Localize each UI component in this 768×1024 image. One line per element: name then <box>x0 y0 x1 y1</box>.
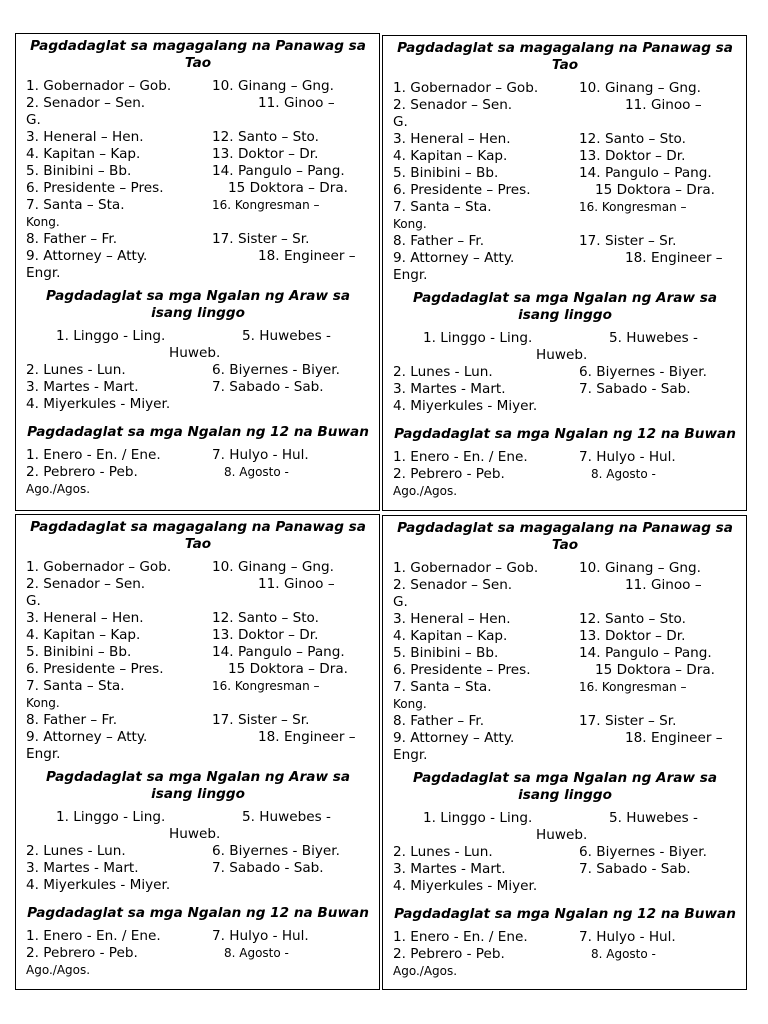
list-item <box>393 466 737 483</box>
title-item: 10. Ginang – Gng. <box>212 78 334 94</box>
list-item <box>393 730 737 747</box>
months-heading: Pagdadaglat sa mga Ngalan ng 12 na Buwan <box>27 905 369 921</box>
title-item: 12. Santo – Sto. <box>579 131 686 147</box>
day-item: 1. Linggo - Ling. <box>56 328 166 344</box>
days-list <box>393 810 737 895</box>
titles-heading: Pagdadaglat sa magagalang na Panawag sa Tao <box>30 38 366 71</box>
title-item: 10. Ginang – Gng. <box>212 559 334 575</box>
title-item: 10. Ginang – Gng. <box>579 80 701 96</box>
month-item: 7. Hulyo - Hul. <box>212 447 309 463</box>
title-item-wrap: G. <box>393 594 408 610</box>
titles-heading: Pagdadaglat sa magagalang na Panawag sa Tao <box>397 520 733 553</box>
title-item: 16. Kongresman – <box>212 198 320 212</box>
title-item: 5. Binibini – Bb. <box>393 645 499 661</box>
title-item: 15 Doktora – Dra. <box>228 180 348 196</box>
month-item: 2. Pebrero - Peb. <box>393 946 505 962</box>
abbreviation-card <box>15 514 380 990</box>
title-item-wrap: G. <box>26 112 41 128</box>
day-item: 2. Lunes - Lun. <box>393 364 493 380</box>
list-item <box>26 860 370 877</box>
title-item: 14. Pangulo – Pang. <box>579 165 712 181</box>
list-item <box>393 628 737 645</box>
days-list <box>26 328 370 413</box>
title-item: 9. Attorney – Atty. <box>393 250 515 266</box>
title-item: 3. Heneral – Hen. <box>393 611 511 627</box>
list-item <box>26 231 370 248</box>
list-item <box>393 364 737 381</box>
title-item: 4. Kapitan – Kap. <box>26 627 141 643</box>
title-item: 4. Kapitan – Kap. <box>393 148 508 164</box>
list-item <box>26 644 370 661</box>
title-item: 6. Presidente – Pres. <box>26 661 164 677</box>
title-item-wrap: G. <box>393 114 408 130</box>
day-item: 1. Linggo - Ling. <box>423 330 533 346</box>
card-content <box>26 38 370 498</box>
title-item: 2. Senador – Sen. <box>26 95 146 111</box>
title-item: 3. Heneral – Hen. <box>26 129 144 145</box>
title-item: 13. Doktor – Dr. <box>212 627 319 643</box>
title-item: 11. Ginoo – <box>258 576 335 592</box>
card-content <box>26 519 370 979</box>
months-heading: Pagdadaglat sa mga Ngalan ng 12 na Buwan <box>394 906 736 922</box>
title-item-wrap: Kong. <box>26 696 60 710</box>
list-item <box>26 447 370 464</box>
title-item: 18. Engineer – <box>625 730 723 746</box>
month-item-wrap: Ago./Agos. <box>393 964 458 978</box>
title-item: 1. Gobernador – Gob. <box>26 559 172 575</box>
list-item <box>393 381 737 398</box>
day-item: 5. Huwebes - <box>609 810 698 826</box>
months-list <box>26 447 370 498</box>
title-item: 1. Gobernador – Gob. <box>393 80 539 96</box>
day-item: 3. Martes - Mart. <box>393 381 506 397</box>
title-item: 8. Father – Fr. <box>26 231 118 247</box>
title-item: 11. Ginoo – <box>625 97 702 113</box>
card-content <box>393 40 737 500</box>
title-item: 5. Binibini – Bb. <box>393 165 499 181</box>
title-item: 16. Kongresman – <box>579 200 687 214</box>
title-item: 7. Santa – Sta. <box>26 678 125 694</box>
day-item: 5. Huwebes - <box>609 330 698 346</box>
list-item <box>393 182 737 199</box>
days-heading: Pagdadaglat sa mga Ngalan ng Araw sa isang linggo <box>412 290 717 323</box>
abbreviation-card <box>382 35 747 511</box>
day-item: 7. Sabado - Sab. <box>212 860 324 876</box>
list-item <box>26 712 370 729</box>
month-item: 8. Agosto - <box>224 465 289 479</box>
list-item <box>393 645 737 662</box>
day-item-wrap: Huweb. <box>536 827 588 843</box>
title-item: 3. Heneral – Hen. <box>26 610 144 626</box>
title-item-wrap: Engr. <box>26 746 61 762</box>
day-item: 4. Miyerkules - Miyer. <box>393 398 538 414</box>
list-item <box>393 844 737 861</box>
title-item: 18. Engineer – <box>625 250 723 266</box>
title-item: 12. Santo – Sto. <box>212 129 319 145</box>
title-item: 18. Engineer – <box>258 729 356 745</box>
day-item: 7. Sabado - Sab. <box>579 381 691 397</box>
day-item: 2. Lunes - Lun. <box>26 362 126 378</box>
title-item: 4. Kapitan – Kap. <box>393 628 508 644</box>
list-item <box>26 180 370 197</box>
title-item: 14. Pangulo – Pang. <box>579 645 712 661</box>
day-item: 6. Biyernes - Biyer. <box>579 364 707 380</box>
list-item <box>26 610 370 627</box>
title-item-wrap: Kong. <box>393 697 427 711</box>
list-item <box>393 449 737 466</box>
title-item: 4. Kapitan – Kap. <box>26 146 141 162</box>
list-item <box>393 810 737 827</box>
title-item: 7. Santa – Sta. <box>26 197 125 213</box>
day-item: 6. Biyernes - Biyer. <box>212 362 340 378</box>
title-item: 9. Attorney – Atty. <box>26 729 148 745</box>
list-item <box>393 330 737 347</box>
day-item: 1. Linggo - Ling. <box>56 809 166 825</box>
title-item: 16. Kongresman – <box>579 680 687 694</box>
day-item: 4. Miyerkules - Miyer. <box>26 396 171 412</box>
list-item <box>26 197 370 214</box>
months-list <box>393 449 737 500</box>
title-item: 7. Santa – Sta. <box>393 679 492 695</box>
title-item: 14. Pangulo – Pang. <box>212 644 345 660</box>
month-item-wrap: Ago./Agos. <box>393 484 458 498</box>
list-item <box>26 362 370 379</box>
day-item: 4. Miyerkules - Miyer. <box>393 878 538 894</box>
list-item <box>26 559 370 576</box>
list-item <box>393 250 737 267</box>
list-item <box>26 95 370 112</box>
list-item <box>26 328 370 345</box>
month-item: 8. Agosto - <box>591 947 656 961</box>
title-item-wrap: Engr. <box>393 747 428 763</box>
month-item-wrap: Ago./Agos. <box>26 482 91 496</box>
list-item <box>393 713 737 730</box>
month-item: 7. Hulyo - Hul. <box>212 928 309 944</box>
title-item: 13. Doktor – Dr. <box>212 146 319 162</box>
month-item: 1. Enero - En. / Ene. <box>393 449 528 465</box>
title-item: 13. Doktor – Dr. <box>579 628 686 644</box>
day-item: 2. Lunes - Lun. <box>393 844 493 860</box>
list-item <box>26 678 370 695</box>
title-item: 15 Doktora – Dra. <box>595 662 715 678</box>
month-item: 1. Enero - En. / Ene. <box>26 928 161 944</box>
month-item: 8. Agosto - <box>591 467 656 481</box>
title-item: 17. Sister – Sr. <box>212 712 310 728</box>
title-item-wrap: Engr. <box>26 265 61 281</box>
day-item: 3. Martes - Mart. <box>26 860 139 876</box>
title-item: 14. Pangulo – Pang. <box>212 163 345 179</box>
title-item: 13. Doktor – Dr. <box>579 148 686 164</box>
day-item: 2. Lunes - Lun. <box>26 843 126 859</box>
day-item: 3. Martes - Mart. <box>26 379 139 395</box>
abbreviation-card <box>15 33 380 511</box>
list-item <box>26 129 370 146</box>
day-item: 5. Huwebes - <box>242 328 331 344</box>
title-item: 17. Sister – Sr. <box>212 231 310 247</box>
list-item <box>393 97 737 114</box>
list-item <box>26 661 370 678</box>
days-list <box>393 330 737 415</box>
title-item-wrap: Engr. <box>393 267 428 283</box>
title-item: 8. Father – Fr. <box>393 233 485 249</box>
titles-heading: Pagdadaglat sa magagalang na Panawag sa Tao <box>30 519 366 552</box>
titles-heading: Pagdadaglat sa magagalang na Panawag sa Tao <box>397 40 733 73</box>
list-item <box>393 165 737 182</box>
title-item: 18. Engineer – <box>258 248 356 264</box>
months-heading: Pagdadaglat sa mga Ngalan ng 12 na Buwan <box>394 426 736 442</box>
card-content <box>393 520 737 980</box>
titles-list <box>393 80 737 284</box>
title-item: 12. Santo – Sto. <box>579 611 686 627</box>
list-item <box>393 80 737 97</box>
day-item: 6. Biyernes - Biyer. <box>212 843 340 859</box>
title-item-wrap: Kong. <box>393 217 427 231</box>
day-item: 3. Martes - Mart. <box>393 861 506 877</box>
list-item <box>393 861 737 878</box>
list-item <box>26 163 370 180</box>
title-item: 3. Heneral – Hen. <box>393 131 511 147</box>
list-item <box>26 146 370 163</box>
title-item: 17. Sister – Sr. <box>579 233 677 249</box>
day-item: 6. Biyernes - Biyer. <box>579 844 707 860</box>
months-list <box>393 929 737 980</box>
day-item: 1. Linggo - Ling. <box>423 810 533 826</box>
month-item-wrap: Ago./Agos. <box>26 963 91 977</box>
month-item: 1. Enero - En. / Ene. <box>393 929 528 945</box>
month-item: 7. Hulyo - Hul. <box>579 449 676 465</box>
title-item: 9. Attorney – Atty. <box>393 730 515 746</box>
title-item: 15 Doktora – Dra. <box>595 182 715 198</box>
list-item <box>26 809 370 826</box>
list-item <box>393 148 737 165</box>
list-item <box>26 379 370 396</box>
title-item: 6. Presidente – Pres. <box>393 182 531 198</box>
title-item: 2. Senador – Sen. <box>393 97 513 113</box>
list-item <box>26 729 370 746</box>
title-item: 6. Presidente – Pres. <box>393 662 531 678</box>
title-item: 16. Kongresman – <box>212 679 320 693</box>
title-item: 1. Gobernador – Gob. <box>26 78 172 94</box>
list-item <box>26 928 370 945</box>
list-item <box>393 233 737 250</box>
list-item <box>393 946 737 963</box>
title-item: 7. Santa – Sta. <box>393 199 492 215</box>
month-item: 7. Hulyo - Hul. <box>579 929 676 945</box>
days-heading: Pagdadaglat sa mga Ngalan ng Araw sa isang linggo <box>45 288 350 321</box>
title-item: 6. Presidente – Pres. <box>26 180 164 196</box>
months-list <box>26 928 370 979</box>
list-item <box>26 248 370 265</box>
month-item: 2. Pebrero - Peb. <box>26 945 138 961</box>
title-item: 11. Ginoo – <box>625 577 702 593</box>
list-item <box>393 131 737 148</box>
title-item: 8. Father – Fr. <box>393 713 485 729</box>
days-heading: Pagdadaglat sa mga Ngalan ng Araw sa isang linggo <box>45 769 350 802</box>
title-item: 2. Senador – Sen. <box>393 577 513 593</box>
title-item: 10. Ginang – Gng. <box>579 560 701 576</box>
months-heading: Pagdadaglat sa mga Ngalan ng 12 na Buwan <box>27 424 369 440</box>
list-item <box>26 576 370 593</box>
days-list <box>26 809 370 894</box>
list-item <box>26 627 370 644</box>
title-item-wrap: Kong. <box>26 215 60 229</box>
days-heading: Pagdadaglat sa mga Ngalan ng Araw sa isang linggo <box>412 770 717 803</box>
list-item <box>393 662 737 679</box>
titles-list <box>26 78 370 282</box>
list-item <box>393 679 737 696</box>
title-item: 17. Sister – Sr. <box>579 713 677 729</box>
list-item <box>393 929 737 946</box>
month-item: 2. Pebrero - Peb. <box>393 466 505 482</box>
day-item: 7. Sabado - Sab. <box>579 861 691 877</box>
title-item: 8. Father – Fr. <box>26 712 118 728</box>
month-item: 2. Pebrero - Peb. <box>26 464 138 480</box>
title-item: 12. Santo – Sto. <box>212 610 319 626</box>
list-item <box>393 611 737 628</box>
list-item <box>393 577 737 594</box>
list-item <box>26 945 370 962</box>
month-item: 1. Enero - En. / Ene. <box>26 447 161 463</box>
titles-list <box>26 559 370 763</box>
abbreviation-card <box>382 515 747 990</box>
day-item: 7. Sabado - Sab. <box>212 379 324 395</box>
day-item-wrap: Huweb. <box>169 345 221 361</box>
list-item <box>26 78 370 95</box>
list-item <box>393 560 737 577</box>
day-item-wrap: Huweb. <box>169 826 221 842</box>
title-item: 15 Doktora – Dra. <box>228 661 348 677</box>
list-item <box>393 199 737 216</box>
day-item: 4. Miyerkules - Miyer. <box>26 877 171 893</box>
title-item: 5. Binibini – Bb. <box>26 644 132 660</box>
month-item: 8. Agosto - <box>224 946 289 960</box>
title-item: 11. Ginoo – <box>258 95 335 111</box>
title-item: 5. Binibini – Bb. <box>26 163 132 179</box>
title-item-wrap: G. <box>26 593 41 609</box>
title-item: 9. Attorney – Atty. <box>26 248 148 264</box>
title-item: 1. Gobernador – Gob. <box>393 560 539 576</box>
list-item <box>26 843 370 860</box>
day-item: 5. Huwebes - <box>242 809 331 825</box>
day-item-wrap: Huweb. <box>536 347 588 363</box>
titles-list <box>393 560 737 764</box>
list-item <box>26 464 370 481</box>
title-item: 2. Senador – Sen. <box>26 576 146 592</box>
